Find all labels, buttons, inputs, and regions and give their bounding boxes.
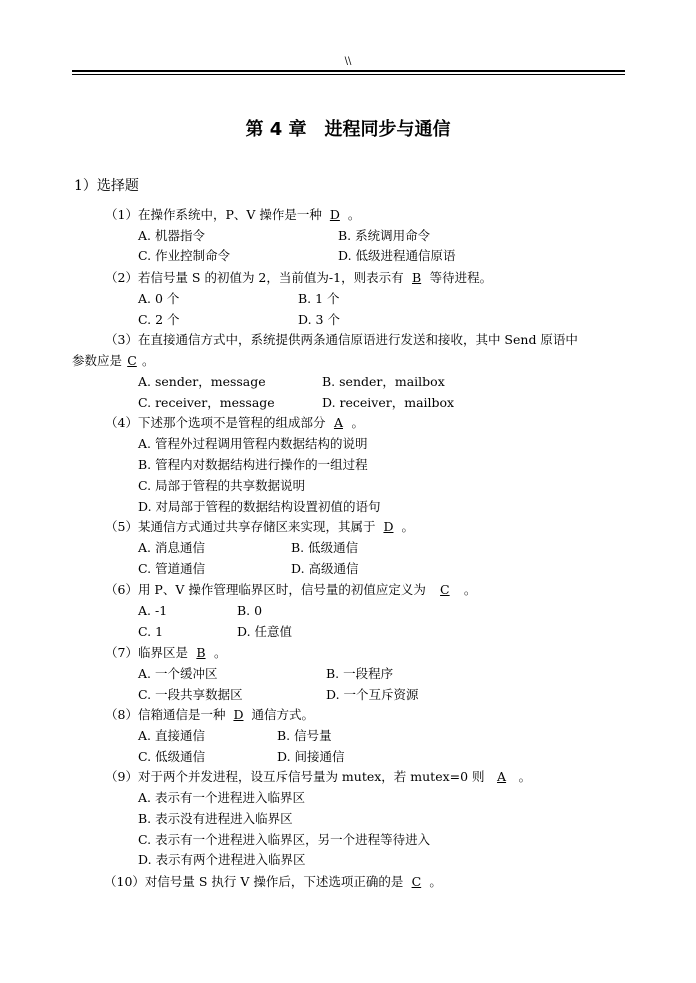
question-text: （2）若信号量 S 的初值为 2，当前值为-1，则表示有 (105, 270, 404, 285)
answer-blank: D (383, 519, 394, 534)
section-title: 1）选择题 (74, 178, 139, 194)
question-7 (105, 644, 226, 662)
answer-blank: C (127, 353, 137, 368)
option: C. 局部于管程的共享数据说明 (138, 478, 306, 493)
option: B. 0 (237, 603, 263, 618)
option: B. 系统调用命令 (338, 228, 431, 243)
question-text: （9）对于两个并发进程，设互斥信号量为 mutex，若 mutex=0 则 (105, 769, 485, 784)
option: C. 管道通信 (138, 561, 206, 576)
question-suffix: 通信方式。 (251, 707, 314, 722)
question-10 (104, 873, 442, 891)
question-text: （5）某通信方式通过共享存储区来实现，其属于 (105, 519, 376, 534)
option: A. 消息通信 (138, 540, 205, 555)
option: B. 1 个 (298, 291, 340, 306)
answer-blank: D (233, 707, 244, 722)
question-text: （8）信箱通信是一种 (105, 707, 226, 722)
answer-blank: A (333, 415, 343, 430)
chapter-title: 第 4 章 进程同步与通信 (245, 119, 451, 140)
option: A. 机器指令 (138, 228, 205, 243)
question-suffix: 。 (401, 519, 414, 534)
question-1 (105, 206, 360, 224)
question-suffix: 。 (142, 353, 155, 368)
option: A. sender，message (138, 374, 266, 389)
answer-blank: B (411, 270, 422, 285)
question-suffix: 。 (351, 415, 364, 430)
option: D. 3 个 (298, 312, 340, 327)
question-3: （3）在直接通信方式中，系统提供两条通信原语进行发送和接收，其中 Send 原语中 (105, 332, 578, 347)
option: C. 低级通信 (138, 749, 206, 764)
option: D. 任意值 (237, 624, 293, 639)
question-4 (105, 414, 364, 432)
option: B. 信号量 (277, 728, 332, 743)
option: D. 一个互斥资源 (326, 687, 419, 702)
question-suffix: 。 (518, 769, 532, 784)
question-text: （6）用 P、V 操作管理临界区时，信号量的初值应定义为 (105, 582, 426, 597)
question-suffix: 。 (429, 874, 442, 889)
question-suffix: 。 (347, 207, 361, 222)
question-8 (105, 706, 314, 724)
option: D. 低级进程通信原语 (338, 248, 456, 263)
option: B. sender，mailbox (322, 374, 445, 389)
option: C. 1 (138, 624, 164, 639)
answer-blank: B (196, 645, 206, 660)
header-mark: \\ (344, 56, 352, 67)
answer-blank: A (497, 769, 507, 784)
option: A. 表示有一个进程进入临界区 (138, 790, 305, 805)
question-suffix: 。 (213, 645, 227, 660)
answer-blank: C (411, 874, 422, 889)
option: A. 0 个 (138, 291, 180, 306)
option: A. -1 (138, 603, 168, 618)
option: B. 管程内对数据结构进行操作的一组过程 (138, 457, 368, 472)
option: D. 对局部于管程的数据结构设置初值的语句 (138, 499, 381, 514)
option: C. 2 个 (138, 312, 180, 327)
option: C. 一段共享数据区 (138, 687, 243, 702)
option: D. 表示有两个进程进入临界区 (138, 852, 306, 867)
option: C. 表示有一个进程进入临界区，另一个进程等待进入 (138, 832, 431, 847)
answer-blank: C (440, 582, 450, 597)
option: A. 一个缓冲区 (138, 666, 218, 681)
question-5 (105, 518, 414, 536)
question-suffix: 等待进程。 (429, 270, 493, 285)
option: D. 间接通信 (277, 749, 345, 764)
question-text: （7）临界区是 (105, 645, 188, 660)
header-rule-thin (72, 74, 625, 75)
option: D. receiver，mailbox (322, 395, 455, 410)
question-text: （10）对信号量 S 执行 V 操作后，下述选项正确的是 (104, 874, 404, 889)
question-text: 参数应是 (72, 353, 123, 368)
question-2 (105, 269, 492, 287)
question-suffix: 。 (463, 582, 477, 597)
question-text: （4）下述那个选项不是管程的组成部分 (105, 415, 326, 430)
option: D. 高级通信 (291, 561, 359, 576)
question-text: （1）在操作系统中，P、V 操作是一种 (105, 207, 322, 222)
question-9 (105, 768, 531, 786)
option: B. 一段程序 (326, 666, 394, 681)
option: C. receiver，message (138, 395, 275, 410)
option: A. 管程外过程调用管程内数据结构的说明 (138, 436, 368, 451)
option: B. 表示没有进程进入临界区 (138, 811, 293, 826)
option: A. 直接通信 (138, 728, 205, 743)
header-rule-thick (72, 70, 625, 72)
answer-blank: D (329, 207, 340, 222)
question-3-line2 (72, 352, 155, 370)
question-6 (105, 581, 476, 599)
option: C. 作业控制命令 (138, 248, 231, 263)
option: B. 低级通信 (291, 540, 359, 555)
